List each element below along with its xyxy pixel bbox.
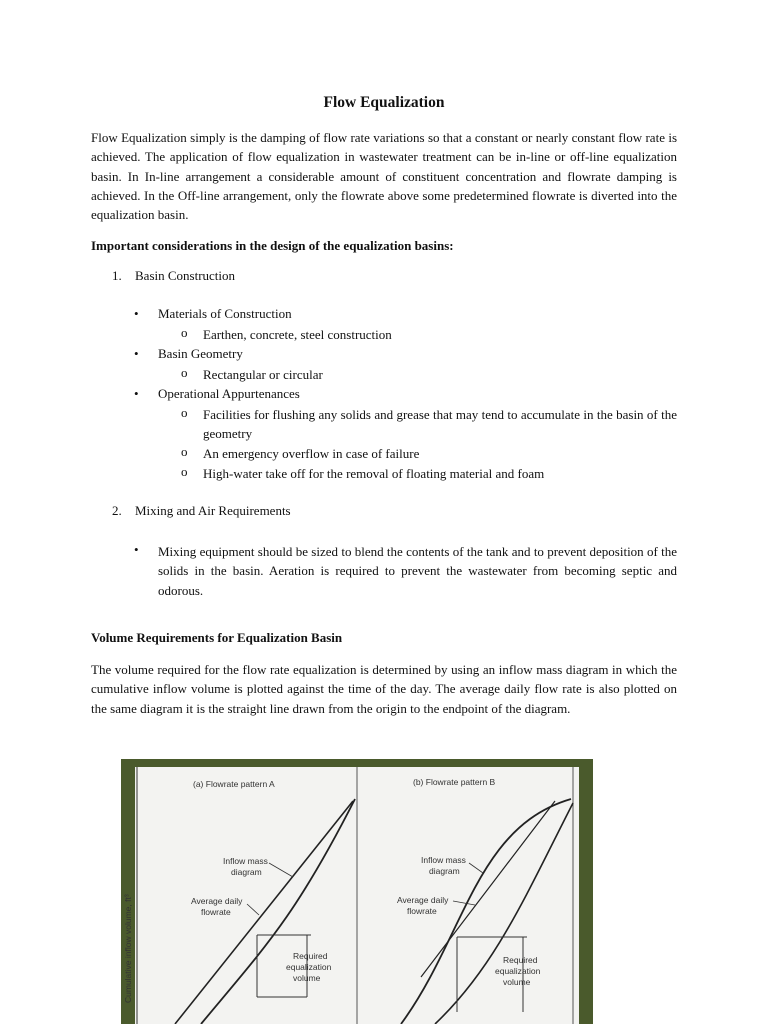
panel-a-inflow-label-2: diagram bbox=[231, 867, 262, 877]
panel-a-required-label-1: Required bbox=[293, 951, 328, 961]
panel-b-required-label-3: volume bbox=[503, 977, 531, 987]
sub-item-takeoff: High-water take off for the removal of floating material and foam bbox=[203, 466, 545, 481]
panel-b-average-leader bbox=[453, 901, 475, 905]
panel-a-inflow-label-1: Inflow mass bbox=[223, 856, 268, 866]
panel-b-average-label-1: Average daily bbox=[397, 895, 449, 905]
bullet-icon: • bbox=[134, 386, 139, 401]
panel-a-required-label-3: volume bbox=[293, 973, 321, 983]
panel-b-required-label-1: Required bbox=[503, 955, 538, 965]
sub-bullet-icon: o bbox=[181, 444, 188, 459]
page-title: Flow Equalization bbox=[323, 94, 445, 111]
sub-item-materials: Earthen, concrete, steel construction bbox=[203, 327, 392, 342]
panel-b-outflow-curve bbox=[435, 803, 573, 1024]
panel-b-average-line bbox=[421, 801, 555, 977]
sub-bullet-icon: o bbox=[181, 365, 188, 380]
bullet-mixing-equipment: Mixing equipment should be sized to blend the contents of the tank and to prevent deposition of the solids in the basin. Aeration is required to prevent the wastewater from becoming septic and odorous. bbox=[158, 544, 677, 598]
panel-b-inflow-leader bbox=[469, 863, 483, 873]
figure-image-area bbox=[123, 767, 579, 1024]
panel-b-title: (b) Flowrate pattern B bbox=[413, 777, 496, 787]
bullet-materials: Materials of Construction bbox=[158, 306, 292, 321]
list-item-mixing: Mixing and Air Requirements bbox=[135, 503, 291, 518]
list-number-1: 1. bbox=[112, 268, 122, 283]
intro-paragraph: Flow Equalization simply is the damping of flow rate variations so that a constant or nearly constant flow rate is achieved. The application of flow equalization in wastewater treatment can be in-line or off-line equalization basin. In In-line arrangement a considerable amount of constituent concentration and flowrate damping is achieved. In the Off-line arrangement, only the flowrate above some predetermined flowrate is diverted into the equalization basin. bbox=[91, 130, 677, 223]
sub-bullet-icon: o bbox=[181, 464, 188, 479]
panel-a-average-label-1: Average daily bbox=[191, 896, 243, 906]
considerations-heading: Important considerations in the design of the equalization basins: bbox=[91, 238, 454, 253]
list-item-basin-construction: Basin Construction bbox=[135, 268, 236, 283]
panel-a-title: (a) Flowrate pattern A bbox=[193, 779, 275, 789]
panel-b-required-label-2: equalization bbox=[495, 966, 541, 976]
sub-item-flushing: Facilities for flushing any solids and grease that may tend to accumulate in the basin of the geometry bbox=[203, 407, 677, 442]
bullet-appurtenances: Operational Appurtenances bbox=[158, 386, 300, 401]
panel-a-inflow-leader bbox=[269, 863, 293, 877]
sub-bullet-icon: o bbox=[181, 325, 188, 340]
panel-b-inflow-label-2: diagram bbox=[429, 866, 460, 876]
volume-heading: Volume Requirements for Equalization Basin bbox=[91, 630, 343, 645]
panel-a-required-label-2: equalization bbox=[286, 962, 332, 972]
panel-a-average-leader bbox=[247, 904, 259, 915]
mass-diagram-drawing bbox=[123, 767, 579, 1024]
volume-paragraph: The volume required for the flow rate equalization is determined by using an inflow mass diagram in which the cumulative inflow volume is plotted against the time of the day. The average daily flow rate is also plotted on the same diagram it is the straight line drawn from the origin to the endpoint of the diagram. bbox=[91, 662, 677, 716]
panel-a-average-label-2: flowrate bbox=[201, 907, 231, 917]
panel-b-inflow-label-1: Inflow mass bbox=[421, 855, 466, 865]
sub-item-overflow: An emergency overflow in case of failure bbox=[203, 446, 420, 461]
panel-b-average-label-2: flowrate bbox=[407, 906, 437, 916]
list-number-2: 2. bbox=[112, 503, 122, 518]
mass-diagram-figure bbox=[121, 759, 593, 1024]
bullet-icon: • bbox=[134, 542, 139, 557]
bullet-icon: • bbox=[134, 346, 139, 361]
bullet-icon: • bbox=[134, 306, 139, 321]
y-axis-label: Cumulative inflow volume, ft³ bbox=[123, 894, 133, 1003]
sub-bullet-icon: o bbox=[181, 405, 188, 420]
bullet-geometry: Basin Geometry bbox=[158, 346, 243, 361]
sub-item-geometry: Rectangular or circular bbox=[203, 367, 323, 382]
